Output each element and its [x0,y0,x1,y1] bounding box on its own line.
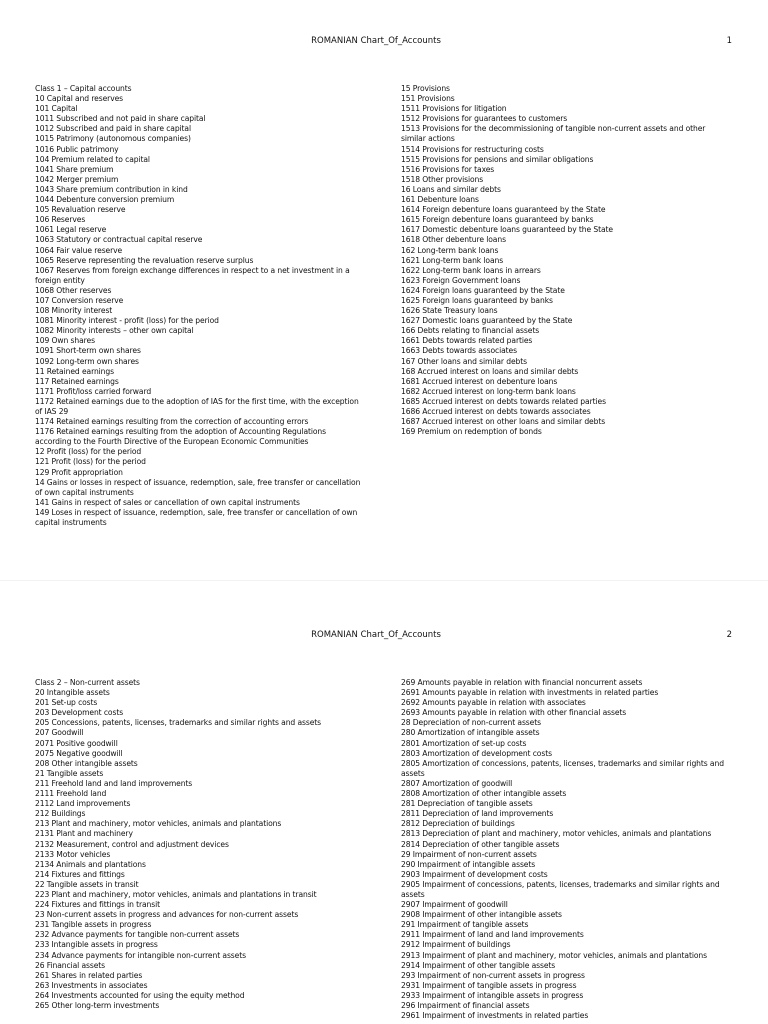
account-line: 212 Buildings [35,809,86,819]
right-column [401,84,731,437]
account-line: 1618 Other debenture loans [401,235,506,245]
page-number: 1 [726,36,732,46]
account-line: 168 Accrued interest on loans and similar debts [401,366,579,376]
left-column [35,84,362,528]
account-line: 162 Long-term bank loans [401,245,499,255]
account-line: 1171 Profit/loss carried forward [35,386,152,396]
account-line: 1512 Provisions for guarantees to customers [401,114,568,124]
account-line: 232 Advance payments for tangible non-current assets [35,930,240,940]
account-line: 2811 Depreciation of land improvements [401,809,554,819]
account-line: 290 Impairment of intangible assets [401,859,536,869]
account-line: 20 Intangible assets [35,688,110,698]
account-line: 2691 Amounts payable in relation with investments in related parties [401,688,659,698]
account-line: 1681 Accrued interest on debenture loans [401,376,558,386]
account-line: 1016 Public patrimony [35,144,119,154]
account-line: 10 Capital and reserves [35,94,124,104]
account-line: 2813 Depreciation of plant and machinery, motor vehicles, animals and plantations [401,829,712,839]
account-line: 1663 Debts towards associates [401,346,517,356]
account-line: 108 Minority interest [35,306,113,316]
account-line: 2803 Amortization of development costs [401,748,552,758]
account-line: 281 Depreciation of tangible assets [401,799,533,809]
account-line: 107 Conversion reserve [35,295,124,305]
account-line: 1516 Provisions for taxes [401,164,495,174]
account-line: 151 Provisions [401,94,455,104]
account-line: 1511 Provisions for litigation [401,104,507,114]
account-line: 117 Retained earnings [35,376,119,386]
account-line: 167 Other loans and similar debts [401,356,527,366]
account-line: 1513 Provisions for the decommissioning of tangible non-current assets and other similar actions [401,124,706,144]
account-line: 2131 Plant and machinery [35,829,133,839]
account-line: 14 Gains or losses in respect of issuance, redemption, sale, free transfer or cancellation of own capital instruments [35,477,361,497]
account-line: 1518 Other provisions [401,174,484,184]
account-line: 1661 Debts towards related parties [401,336,533,346]
account-line: 1622 Long-term bank loans in arrears [401,265,541,275]
account-line: 208 Other intangible assets [35,758,138,768]
account-line: 296 Impairment of financial assets [401,1001,530,1010]
account-line: 2907 Impairment of goodwill [401,900,508,910]
account-line: 2692 Amounts payable in relation with associates [401,698,586,708]
account-line: 101 Capital [35,104,78,114]
account-line: 141 Gains in respect of sales or cancellation of own capital instruments [35,497,300,507]
account-line: 28 Depreciation of non-current assets [401,718,541,728]
account-line: 224 Fixtures and fittings in transit [35,900,161,910]
account-line: 1012 Subscribed and paid in share capital [35,124,191,134]
account-line: 2812 Depreciation of buildings [401,819,515,829]
account-line: 2931 Impairment of tangible assets in progress [401,980,577,990]
account-line: 1068 Other reserves [35,285,112,295]
account-line: 1044 Debenture conversion premium [35,195,175,205]
account-line: 2134 Animals and plantations [35,859,146,869]
account-line: 1011 Subscribed and not paid in share capital [35,114,206,124]
account-line: 1515 Provisions for pensions and similar obligations [401,154,594,164]
account-line: 1685 Accrued interest on debts towards related parties [401,396,606,406]
account-line: 23 Non-current assets in progress and advances for non-current assets [35,910,299,920]
account-line: 2808 Amortization of other intangible assets [401,789,567,799]
account-line: Class 2 – Non-current assets [35,678,140,687]
account-line: 106 Reserves [35,215,86,225]
account-line: 1043 Share premium contribution in kind [35,184,188,194]
account-line: 1064 Fair value reserve [35,245,123,255]
account-line: Class 1 – Capital accounts [35,84,132,93]
account-line: 214 Fixtures and fittings [35,869,125,879]
account-line: 1065 Reserve representing the revaluation reserve surplus [35,255,254,265]
document-page-2 [0,600,768,1024]
account-line: 1172 Retained earnings due to the adoption of IAS for the first time, with the exception of IAS 29 [35,396,359,416]
account-line: 293 Impairment of non-current assets in progress [401,970,585,980]
account-line: 207 Goodwill [35,728,84,738]
account-line: 1626 State Treasury loans [401,306,498,316]
account-line: 11 Retained earnings [35,366,114,376]
account-line: 21 Tangible assets [35,768,104,778]
page-number: 2 [726,630,732,640]
account-line: 16 Loans and similar debts [401,184,501,194]
account-line: 22 Tangible assets in transit [35,879,139,889]
account-line: 2912 Impairment of buildings [401,940,511,950]
account-line: 231 Tangible assets in progress [35,920,152,930]
account-line: 265 Other long-term investments [35,1001,160,1010]
account-line: 264 Investments accounted for using the equity method [35,990,245,1000]
account-line: 211 Freehold land and land improvements [35,778,193,788]
account-line: 109 Own shares [35,336,95,346]
account-line: 1176 Retained earnings resulting from the adoption of Accounting Regulations according to the Fourth Directive of the European Economic Communities [35,427,327,447]
account-line: 104 Premium related to capital [35,154,150,164]
account-line: 2903 Impairment of development costs [401,869,548,879]
account-line: 2913 Impairment of plant and machinery, motor vehicles, animals and plantations [401,950,707,960]
account-line: 1063 Statutory or contractual capital reserve [35,235,203,245]
account-line: 29 Impairment of non-current assets [401,849,537,859]
account-line: 1625 Foreign loans guaranteed by banks [401,295,553,305]
account-line: 105 Revaluation reserve [35,205,126,215]
account-line: 166 Debts relating to financial assets [401,326,540,336]
account-line: 2111 Freehold land [35,789,107,799]
account-line: 169 Premium on redemption of bonds [401,427,542,437]
account-line: 1621 Long-term bank loans [401,255,504,265]
account-line: 161 Debenture loans [401,195,479,205]
right-column [401,678,731,1021]
account-line: 1174 Retained earnings resulting from the correction of accounting errors [35,417,309,427]
page-title: ROMANIAN Chart_Of_Accounts [311,36,441,46]
account-line: 149 Loses in respect of issuance, redemption, sale, free transfer or cancellation of own capital instruments [35,507,358,528]
account-line: 1015 Patrimony (autonomous companies) [35,134,191,144]
account-line: 1615 Foreign debenture loans guaranteed by banks [401,215,594,225]
account-line: 1041 Share premium [35,164,114,174]
account-line: 201 Set-up costs [35,698,98,708]
account-line: 1082 Minority interests – other own capital [35,326,194,336]
account-line: 1617 Domestic debenture loans guaranteed by the State [401,225,613,235]
account-line: 205 Concessions, patents, licenses, trademarks and similar rights and assets [35,718,322,728]
account-line: 233 Intangible assets in progress [35,940,158,950]
account-line: 2801 Amortization of set-up costs [401,738,527,748]
account-line: 12 Profit (loss) for the period [35,447,142,457]
account-line: 1091 Short-term own shares [35,346,141,356]
account-line: 263 Investments in associates [35,980,148,990]
account-line: 2807 Amortization of goodwill [401,778,513,788]
account-line: 261 Shares in related parties [35,970,143,980]
account-line: 2132 Measurement, control and adjustment devices [35,839,229,849]
account-line: 2112 Land improvements [35,799,131,809]
account-line: 2911 Impairment of land and land improvements [401,930,584,940]
account-line: 2075 Negative goodwill [35,748,123,758]
account-line: 1686 Accrued interest on debts towards associates [401,407,591,416]
account-line: 269 Amounts payable in relation with financial noncurrent assets [401,678,643,687]
account-line: 280 Amortization of intangible assets [401,728,540,738]
account-line: 2914 Impairment of other tangible assets [401,960,556,970]
account-line: 1061 Legal reserve [35,225,107,235]
account-line: 1687 Accrued interest on other loans and similar debts [401,417,606,427]
account-line: 2905 Impairment of concessions, patents, licenses, trademarks and similar rights and assets [401,879,720,899]
account-line: 203 Development costs [35,708,124,718]
account-line: 2933 Impairment of intangible assets in progress [401,990,584,1000]
account-line: 1514 Provisions for restructuring costs [401,144,544,154]
page-title: ROMANIAN Chart_Of_Accounts [311,630,441,640]
account-line: 1627 Domestic loans guaranteed by the State [401,316,573,326]
account-line: 121 Profit (loss) for the period [35,457,146,467]
left-column [35,678,362,1011]
account-line: 1614 Foreign debenture loans guaranteed by the State [401,205,606,215]
account-line: 2961 Impairment of investments in related parties [401,1011,589,1021]
account-line: 1624 Foreign loans guaranteed by the State [401,285,565,295]
account-line: 1623 Foreign Government loans [401,275,521,285]
account-line: 2805 Amortization of concessions, patents, licenses, trademarks and similar rights and assets [401,758,724,778]
account-line: 15 Provisions [401,84,450,93]
account-line: 1682 Accrued interest on long-term bank loans [401,386,576,396]
account-line: 2133 Motor vehicles [35,849,111,859]
account-line: 26 Financial assets [35,960,106,970]
account-line: 234 Advance payments for intangible non-current assets [35,950,246,960]
account-line: 2693 Amounts payable in relation with other financial assets [401,708,627,718]
account-line: 1092 Long-term own shares [35,356,139,366]
account-line: 2814 Depreciation of other tangible assets [401,839,560,849]
account-line: 2908 Impairment of other intangible assets [401,910,562,920]
account-line: 223 Plant and machinery, motor vehicles, animals and plantations in transit [35,889,317,899]
account-line: 291 Impairment of tangible assets [401,920,529,930]
account-line: 1081 Minority interest - profit (loss) for the period [35,316,219,326]
account-line: 129 Profit appropriation [35,467,123,477]
page-divider [0,580,768,581]
account-line: 2071 Positive goodwill [35,738,118,748]
account-line: 1067 Reserves from foreign exchange differences in respect to a net investment in a foreign entity [35,265,350,285]
account-line: 213 Plant and machinery, motor vehicles, animals and plantations [35,819,282,829]
account-line: 1042 Merger premium [35,174,119,184]
